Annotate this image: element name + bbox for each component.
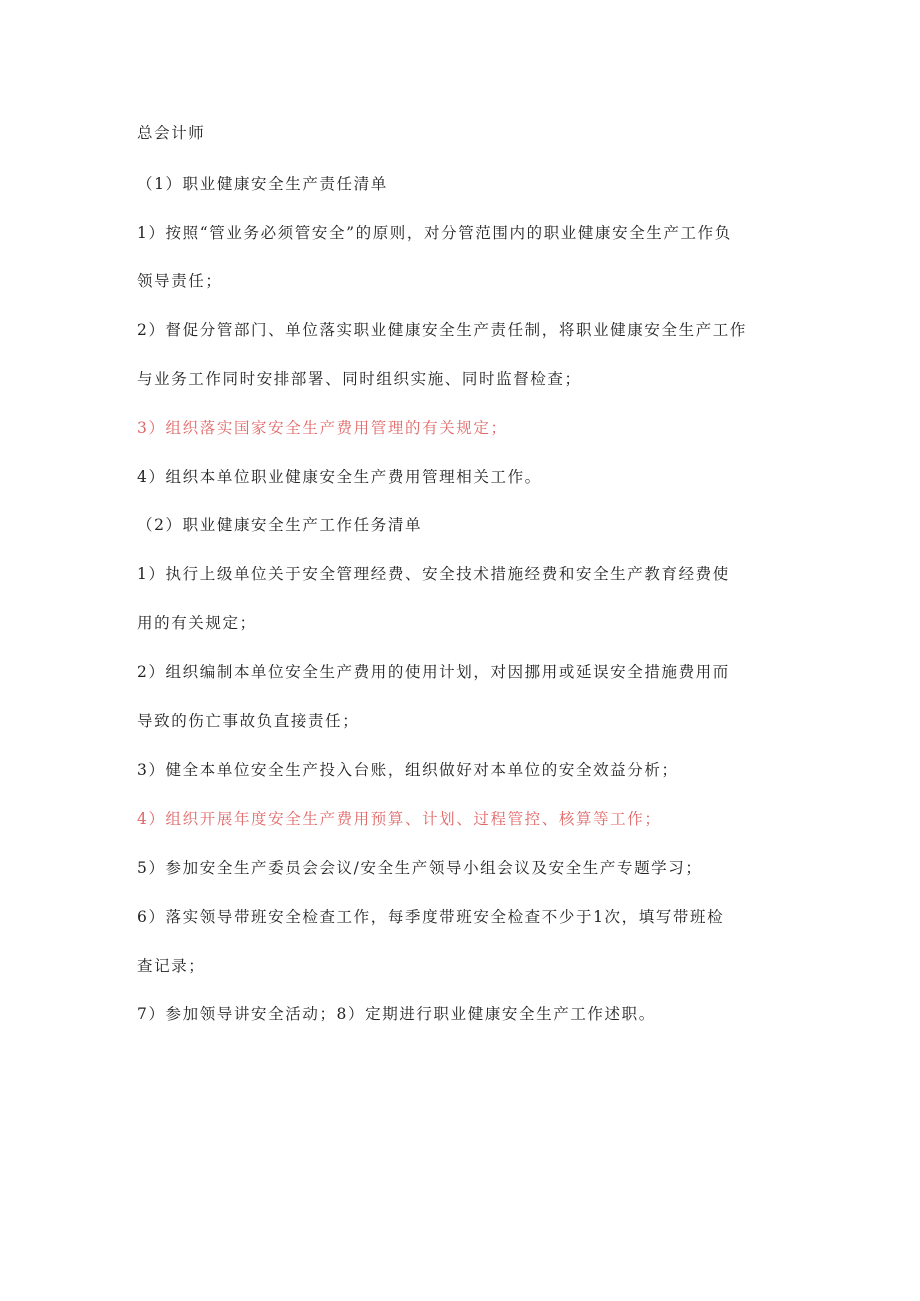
s2-item2-line2: 导致的伤亡事故负直接责任； bbox=[137, 712, 360, 730]
s2-item6-line2: 查记录； bbox=[137, 957, 206, 975]
s2-item3: 3）健全本单位安全生产投入台账，组织做好对本单位的安全效益分析； bbox=[137, 761, 679, 779]
s2-item1-line1: 1）执行上级单位关于安全管理经费、安全技术措施经费和安全生产教育经费使 bbox=[137, 565, 730, 583]
s2-item4-highlighted: 4）组织开展年度安全生产费用预算、计划、过程管控、核算等工作； bbox=[137, 810, 662, 828]
s1-item2-line1: 2）督促分管部门、单位落实职业健康安全生产责任制，将职业健康安全生产工作 bbox=[137, 321, 747, 339]
document-title: 总会计师 bbox=[137, 124, 206, 142]
section2-heading: （2）职业健康安全生产工作任务清单 bbox=[137, 516, 423, 534]
s2-item7-8: 7）参加领导讲安全活动；8）定期进行职业健康安全生产工作述职。 bbox=[137, 1005, 656, 1023]
s1-item4: 4）组织本单位职业健康安全生产费用管理相关工作。 bbox=[137, 468, 542, 486]
s2-item1-line2: 用的有关规定； bbox=[137, 614, 257, 632]
s1-item1-line1: 1）按照“管业务必须管安全”的原则，对分管范围内的职业健康安全生产工作负 bbox=[137, 224, 732, 242]
s1-item2-line2: 与业务工作同时安排部署、同时组织实施、同时监督检查； bbox=[137, 370, 582, 388]
s2-item2-line1: 2）组织编制本单位安全生产费用的使用计划，对因挪用或延误安全措施费用而 bbox=[137, 663, 730, 681]
s1-item1-line2: 领导责任； bbox=[137, 272, 223, 290]
s2-item5: 5）参加安全生产委员会会议/安全生产领导小组会议及安全生产专题学习； bbox=[137, 859, 703, 877]
s2-item6-line1: 6）落实领导带班安全检查工作，每季度带班安全检查不少于1次，填写带班检 bbox=[137, 908, 725, 926]
s1-item3-highlighted: 3）组织落实国家安全生产费用管理的有关规定； bbox=[137, 419, 508, 437]
section1-heading: （1）职业健康安全生产责任清单 bbox=[137, 175, 388, 193]
